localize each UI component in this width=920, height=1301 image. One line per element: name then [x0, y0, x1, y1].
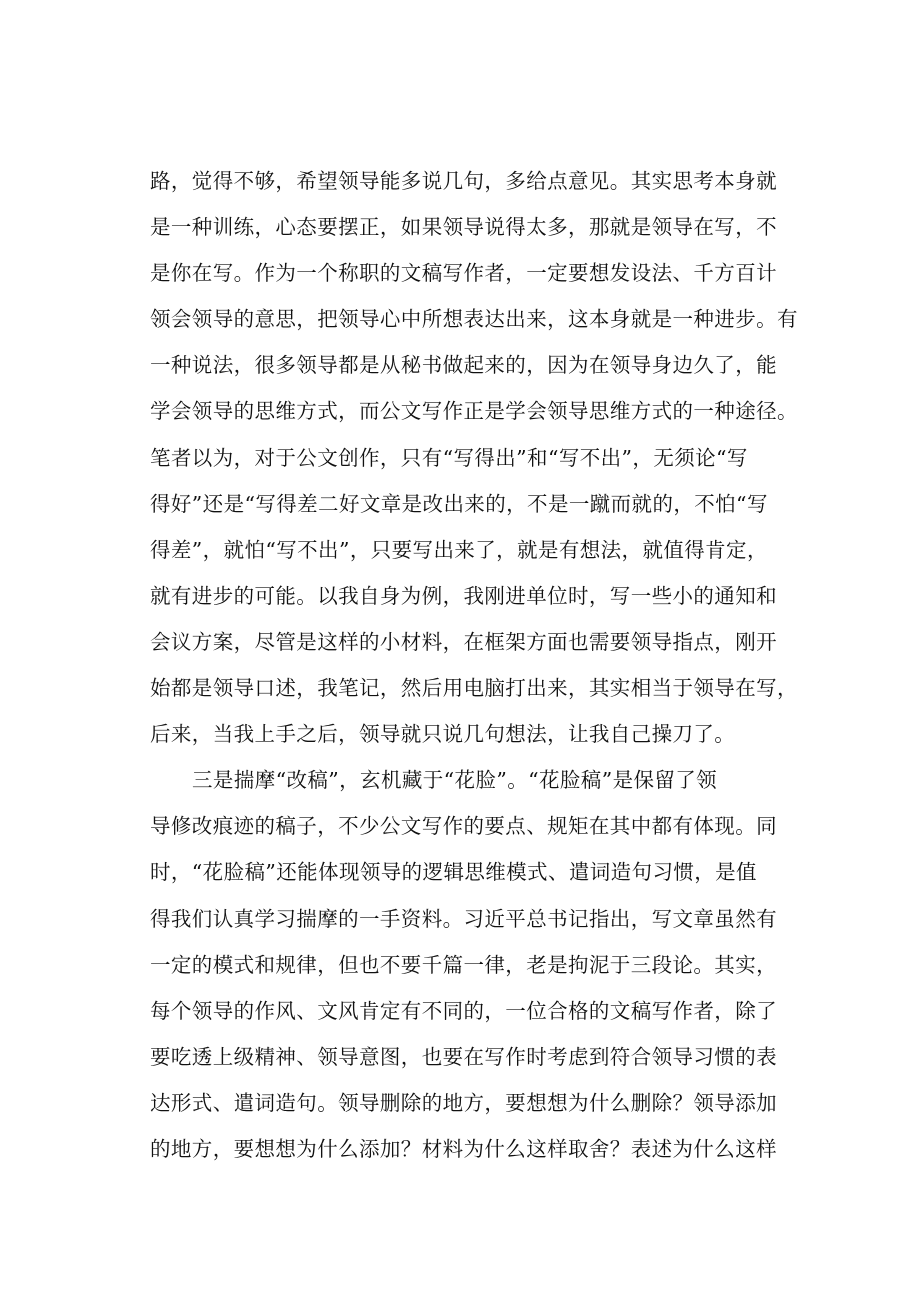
text-line: 每个领导的作风、文风肯定有不同的，一位合格的文稿写作者，除了	[150, 998, 777, 1023]
text-line: 得我们认真学习揣摩的一手资料。习近平总书记指出，写文章虽然有	[150, 906, 777, 931]
text-line: 笔者以为，对于公文创作，只有“写得出”和“写不出”，无须论“写	[150, 445, 748, 470]
text-line: 时，“花脸稿”还能体现领导的逻辑思维模式、遣词造句习惯，是值	[150, 860, 757, 885]
paragraph-start-line: 三是揣摩“改稿”，玄机藏于“花脸”。“花脸稿”是保留了领	[192, 768, 718, 793]
body-text	[150, 158, 810, 1172]
text-line: 学会领导的思维方式，而公文写作正是学会领导思维方式的一种途径。	[150, 399, 798, 424]
text-line: 达形式、遣词造句。领导删除的地方，要想想为什么删除？领导添加	[150, 1090, 777, 1115]
text-line: 路，觉得不够，希望领导能多说几句，多给点意见。其实思考本身就	[150, 169, 777, 193]
text-line: 就有进步的可能。以我自身为例，我刚进单位时，写一些小的通知和	[150, 583, 777, 608]
text-line: 是你在写。作为一个称职的文稿写作者，一定要想发设法、千方百计	[150, 261, 777, 286]
text-line: 会议方案，尽管是这样的小材料，在框架方面也需要领导指点，刚开	[150, 629, 777, 654]
text-line: 领会领导的意思，把领导心中所想表达出来，这本身就是一种进步。有	[150, 307, 798, 332]
text-line: 一定的模式和规律，但也不要千篇一律，老是拘泥于三段论。其实，	[150, 952, 777, 977]
text-line: 一种说法，很多领导都是从秘书做起来的，因为在领导身边久了，能	[150, 353, 777, 378]
text-line: 得好”还是“写得差二好文章是改出来的，不是一蹴而就的，不怕“写	[150, 491, 768, 516]
text-line: 始都是领导口述，我笔记，然后用电脑打出来，其实相当于领导在写，	[150, 676, 798, 701]
text-line: 得差”，就怕“写不出”，只要写出来了，就是有想法，就值得肯定，	[150, 537, 768, 562]
text-line: 是一种训练，心态要摆正，如果领导说得太多，那就是领导在写，不	[150, 215, 777, 240]
text-line: 的地方，要想想为什么添加？材料为什么这样取舍？表述为什么这样	[150, 1136, 777, 1161]
text-line: 导修改痕迹的稿子，不少公文写作的要点、规矩在其中都有体现。同	[150, 814, 777, 839]
text-line: 要吃透上级精神、领导意图，也要在写作时考虑到符合领导习惯的表	[150, 1044, 777, 1069]
text-line: 后来，当我上手之后，领导就只说几句想法，让我自己操刀了。	[150, 722, 736, 747]
